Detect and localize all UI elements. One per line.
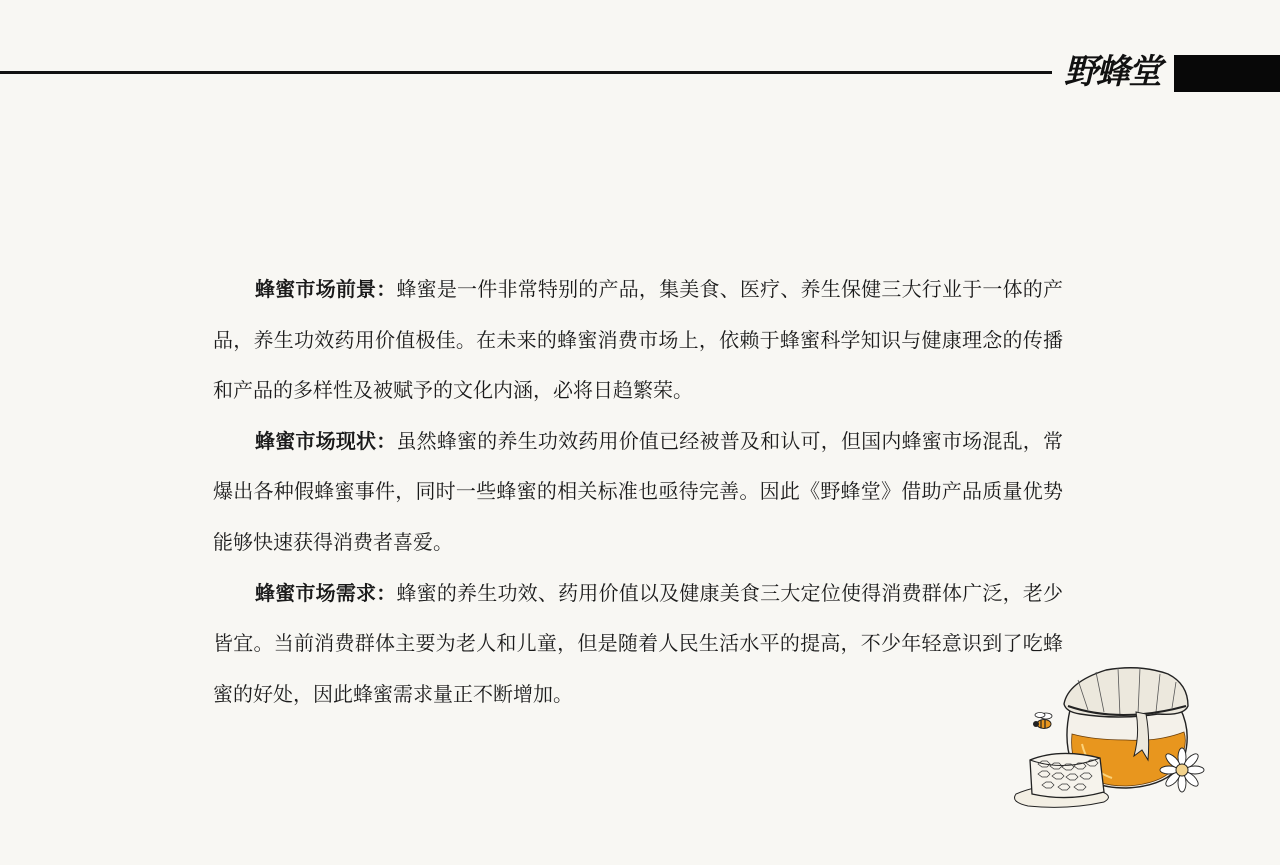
market-analysis-text: [213, 264, 1063, 719]
honeycomb-icon: [1030, 753, 1104, 797]
honey-jar-illustration: [1008, 660, 1208, 810]
paragraph-body: 虽然蜂蜜的养生功效药用价值已经被普及和认可，但国内蜂蜜市场混乱，常爆出各种假蜂蜜事件，同时一些蜂蜜的相关标准也亟待完善。因此《野蜂堂》借助产品质量优势能够快速获得消费者喜爱。: [213, 428, 1064, 554]
brand-block: [1174, 55, 1280, 92]
paragraph-market-demand: [213, 568, 1063, 720]
paragraph-market-status: [213, 416, 1063, 568]
paragraph-heading: 蜂蜜市场需求：: [255, 580, 397, 605]
paragraph-body: 蜂蜜是一件非常特别的产品，集美食、医疗、养生保健三大行业于一体的产品，养生功效药用价值极佳。在未来的蜂蜜消费市场上，依赖于蜂蜜科学知识与健康理念的传播和产品的多样性及被赋予的文化内涵，必将日趋繁荣。: [213, 277, 1064, 403]
header-rule: [0, 71, 1052, 74]
flower-icon: [1160, 748, 1204, 792]
paragraph-heading: 蜂蜜市场现状：: [255, 428, 397, 453]
paragraph-market-prospect: [213, 264, 1063, 416]
brand-logo: 野蜂堂: [1064, 52, 1160, 92]
bee-icon: [1033, 713, 1052, 729]
paragraph-heading: 蜂蜜市场前景：: [255, 277, 397, 301]
paragraph-body: 蜂蜜的养生功效、药用价值以及健康美食三大定位使得消费群体广泛，老少皆宜。当前消费群体主要为老人和儿童，但是随着人民生活水平的提高，不少年轻意识到了吃蜂蜜的好处，因此蜂蜜需求量正不断增加。: [213, 580, 1064, 706]
